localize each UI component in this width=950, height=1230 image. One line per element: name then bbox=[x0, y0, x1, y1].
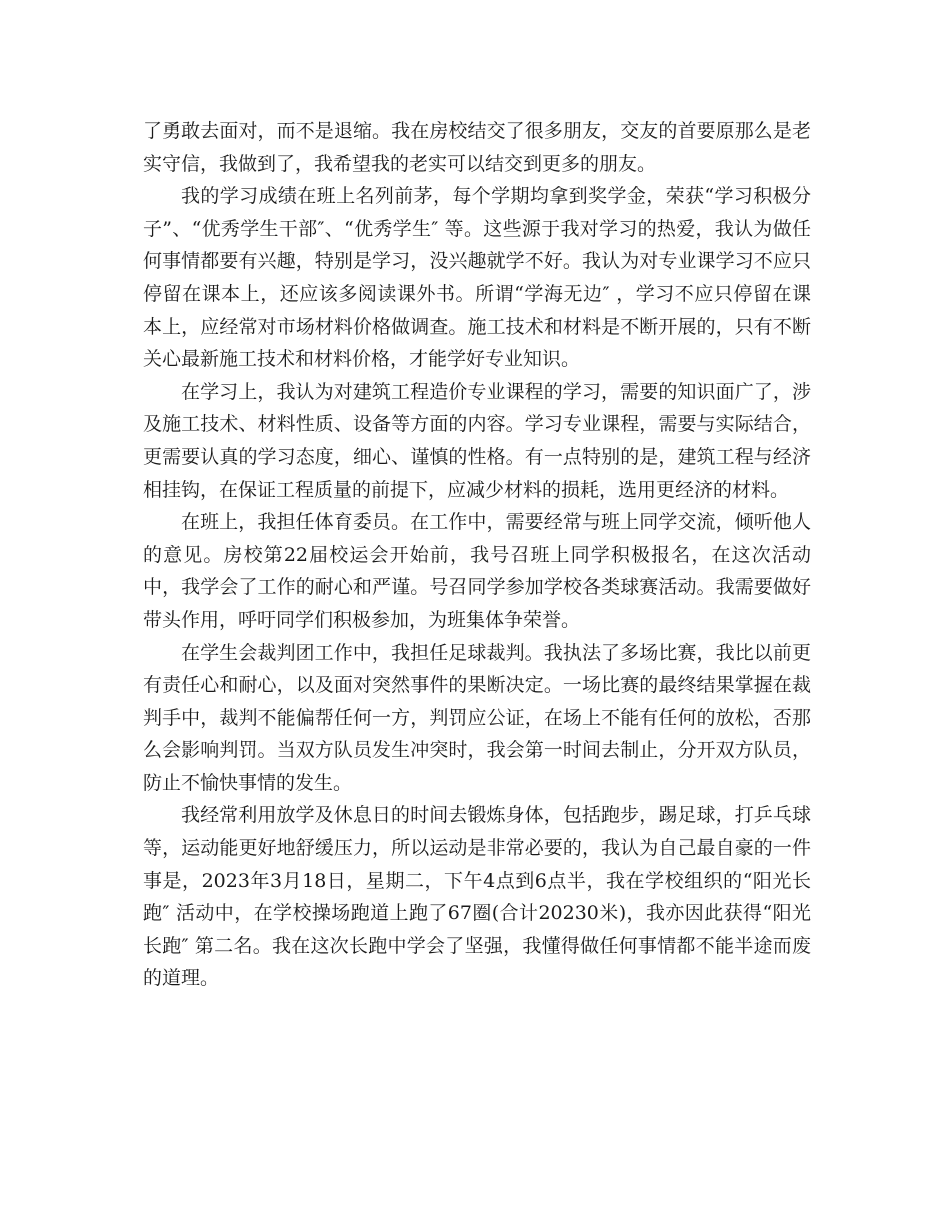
paragraph-referee: 在学生会裁判团工作中，我担任足球裁判。我执法了多场比赛，我比以前更有责任心和耐心，以及面对突然事件的果断决定。一场比赛的最终结果掌握在裁判手中，裁判不能偏帮任何一方，判罚应公证，在场上不能有任何的放松，否那么会影响判罚。当双方队员发生冲突时，我会第一时间去制止，分开双方队员，防止不愉快事情的发生。 bbox=[143, 641, 811, 794]
paragraph-major: 在学习上，我认为对建筑工程造价专业课程的学习，需要的知识面广了，涉及施工技术、材料性质、设备等方面的内容。学习专业课程，需要与实际结合，更需要认真的学习态度，细心、谨慎的性格。有一点特别的是，建筑工程与经济相挂钩，在保证工程质量的前提下，应减少材料的损耗，选用更经济的材料。 bbox=[143, 380, 811, 501]
document-body bbox=[143, 115, 811, 995]
paragraph-study: 我的学习成绩在班上名列前茅，每个学期均拿到奖学金，荣获“学习积极分子”、“优秀学生干部″、“优秀学生″ 等。这些源于我对学习的热爱，我认为做任何事情都要有兴趣，特别是学习，没兴趣就学不好。我认为对专业课学习不应只停留在课本上，还应该多阅读课外书。所谓“学海无边″ ，学习不应只停留在课本上，应经常对市场材料价格做调查。施工技术和材料是不断开展的，只有不断关心最新施工技术和材料价格，才能学好专业知识。 bbox=[143, 185, 811, 371]
paragraph-continuation: 了勇敢去面对，而不是退缩。我在房校结交了很多朋友，交友的首要原那么是老实守信，我做到了，我希望我的老实可以结交到更多的朋友。 bbox=[143, 120, 811, 175]
paragraph-exercise: 我经常利用放学及休息日的时间去锻炼身体，包括跑步，踢足球，打乒乓球等，运动能更好地舒缓压力，所以运动是非常必要的，我认为自己最自豪的一件事是，2023年3月18日，星期二，下午4点到6点半，我在学校组织的“阳光长跑″ 活动中，在学校操场跑道上跑了67圈(合计20230米)，我亦因此获得“阳光长跑″ 第二名。我在这次长跑中学会了坚强，我懂得做任何事情都不能半途而废的道理。 bbox=[143, 804, 811, 990]
paragraph-sports-committee: 在班上，我担任体育委员。在工作中，需要经常与班上同学交流，倾听他人的意见。房校第22届校运会开始前，我号召班上同学积极报名，在这次活动中，我学会了工作的耐心和严谨。号召同学参加学校各类球赛活动。我需要做好带头作用，呼吁同学们积极参加，为班集体争荣誉。 bbox=[143, 511, 811, 631]
